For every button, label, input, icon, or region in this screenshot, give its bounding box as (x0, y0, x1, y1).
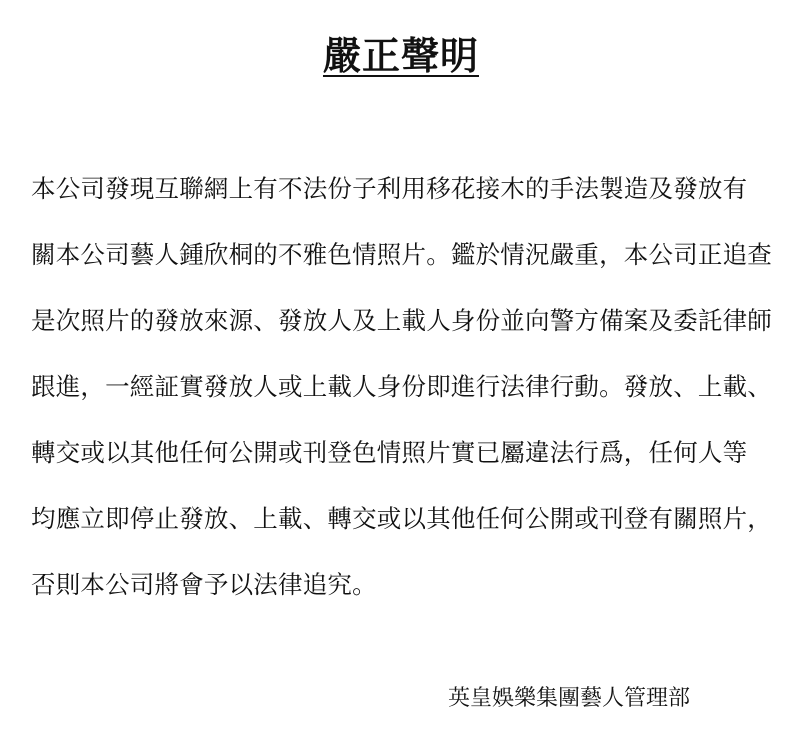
signature-department: 英皇娛樂集團藝人管理部 (448, 686, 691, 711)
body-line-6: 均應立即停止發放、上載、轉交或以其他任何公開或刊登有關照片， (31, 504, 772, 533)
body-line-4: 跟進，一經証實發放人或上載人身份即進行法律行動。發放、上載、 (31, 372, 772, 401)
statement-body (31, 168, 779, 630)
document-title (0, 30, 802, 82)
body-line-7: 否則本公司將會予以法律追究。 (31, 570, 377, 599)
body-line-1: 本公司發現互聯網上有不法份子利用移花接木的手法製造及發放有 (31, 174, 748, 203)
document-title-text: 嚴正聲明 (322, 34, 479, 78)
body-line-5: 轉交或以其他任何公開或刊登色情照片實已屬違法行爲，任何人等 (31, 438, 748, 467)
body-line-2: 關本公司藝人鍾欣桐的不雅色情照片。鑑於情況嚴重，本公司正追查 (31, 240, 772, 269)
body-line-3: 是次照片的發放來源、發放人及上載人身份並向警方備案及委託律師 (31, 306, 772, 335)
